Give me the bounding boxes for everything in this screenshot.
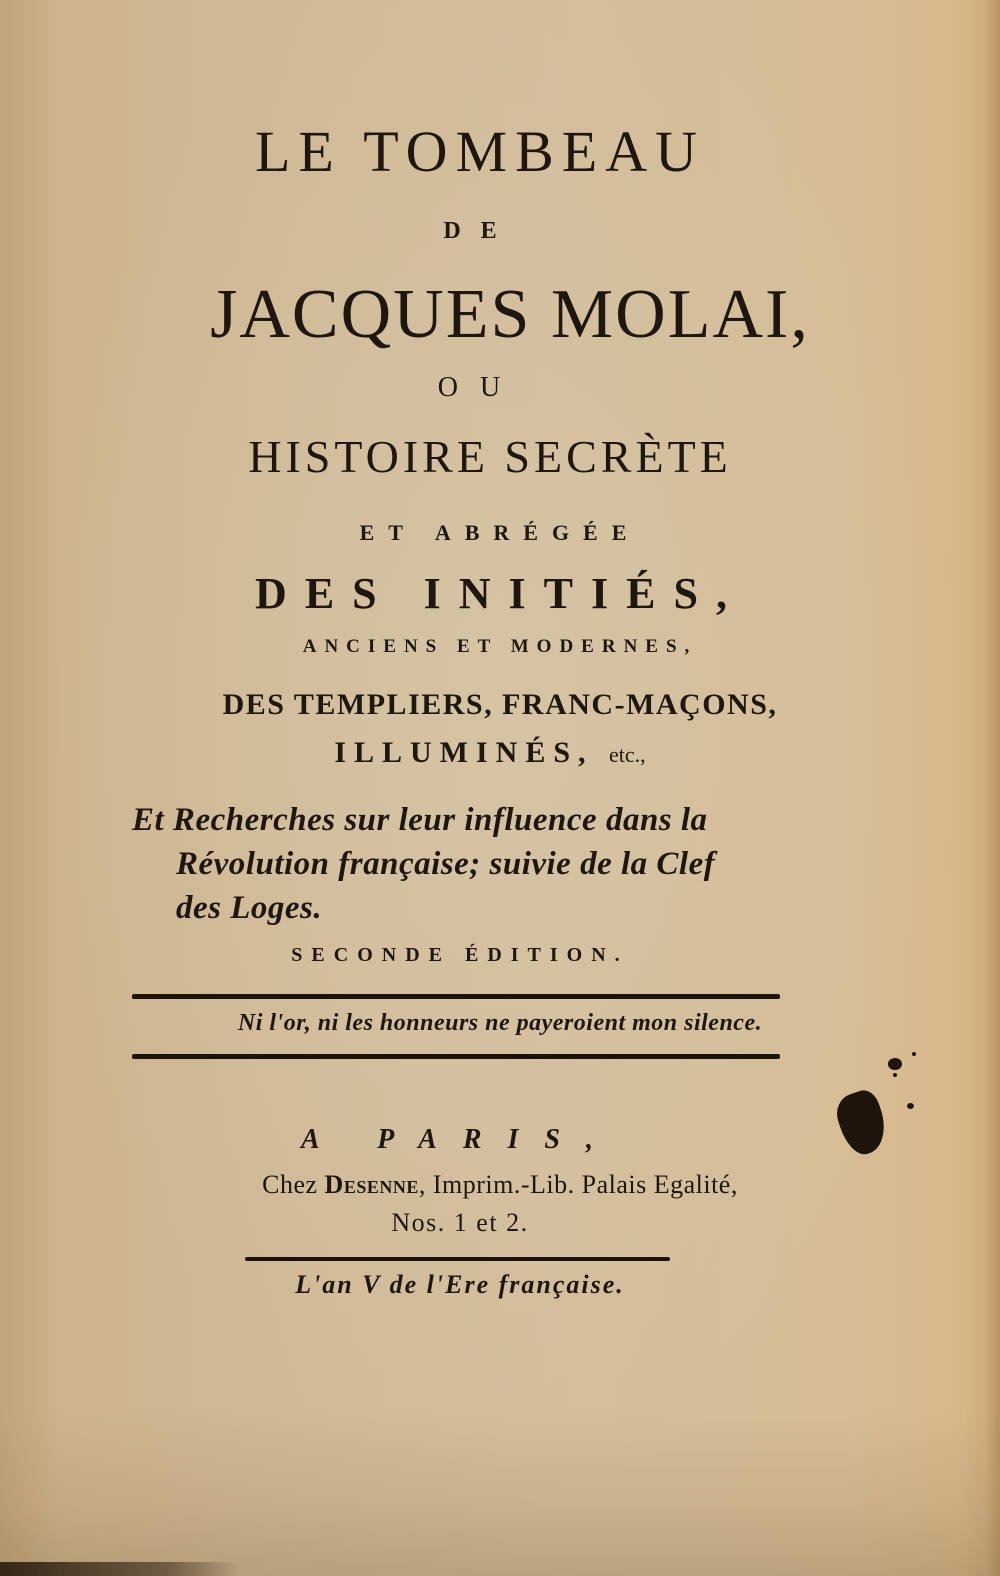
illumines-text: ILLUMINÉS, xyxy=(334,736,594,769)
title-line-ou: OU xyxy=(437,372,523,403)
publisher-name: Desenne xyxy=(324,1170,419,1199)
page-edge xyxy=(986,0,1000,1576)
etc-text: etc., xyxy=(609,742,646,767)
title-line-des-inities: DES INITIÉS, xyxy=(255,569,745,618)
imprint-city: A PARIS, xyxy=(301,1124,619,1155)
edition-statement: SECONDE ÉDITION. xyxy=(291,944,629,966)
title-line-histoire-secrete: HISTOIRE SECRÈTE xyxy=(248,431,732,482)
divider-rule xyxy=(245,1257,670,1261)
ink-stain xyxy=(831,1087,892,1160)
subtitle-block xyxy=(132,798,852,930)
title-line-tombeau: LE TOMBEAU xyxy=(254,119,706,184)
divider-rule xyxy=(132,1054,780,1059)
ink-stain-dot xyxy=(888,1058,902,1070)
ink-stain-dot xyxy=(912,1052,916,1056)
title-line-et-abregee: ET ABRÉGÉE xyxy=(359,520,641,545)
imprint-publisher xyxy=(120,1170,880,1200)
divider-rule xyxy=(132,994,780,999)
subtitle-line: Révolution française; suivie de la Clef xyxy=(176,846,716,882)
title-line-illumines xyxy=(110,736,870,770)
title-line-templiers: DES TEMPLIERS, FRANC-MAÇONS, xyxy=(222,688,778,721)
title-line-de: DE xyxy=(443,218,517,244)
ink-stain-dot xyxy=(907,1103,914,1109)
ink-stain-dot xyxy=(893,1073,897,1077)
subtitle-line: Et Recherches sur leur influence dans la xyxy=(132,802,708,838)
imprint-date: L'an V de l'Ere française. xyxy=(295,1270,625,1299)
subtitle-line: des Loges. xyxy=(176,890,323,926)
publisher-prefix: Chez xyxy=(262,1170,318,1199)
imprint-address: Nos. 1 et 2. xyxy=(391,1208,529,1237)
title-line-anciens-modernes: ANCIENS ET MODERNES, xyxy=(302,636,698,657)
title-line-jacques-molai: JACQUES MOLAI, xyxy=(210,276,810,353)
page-bottom-shadow xyxy=(0,1562,240,1576)
publisher-details: , Imprim.-Lib. Palais Egalité, xyxy=(418,1170,738,1199)
epigraph: Ni l'or, ni les honneurs ne payeroient mon silence. xyxy=(237,1010,763,1036)
